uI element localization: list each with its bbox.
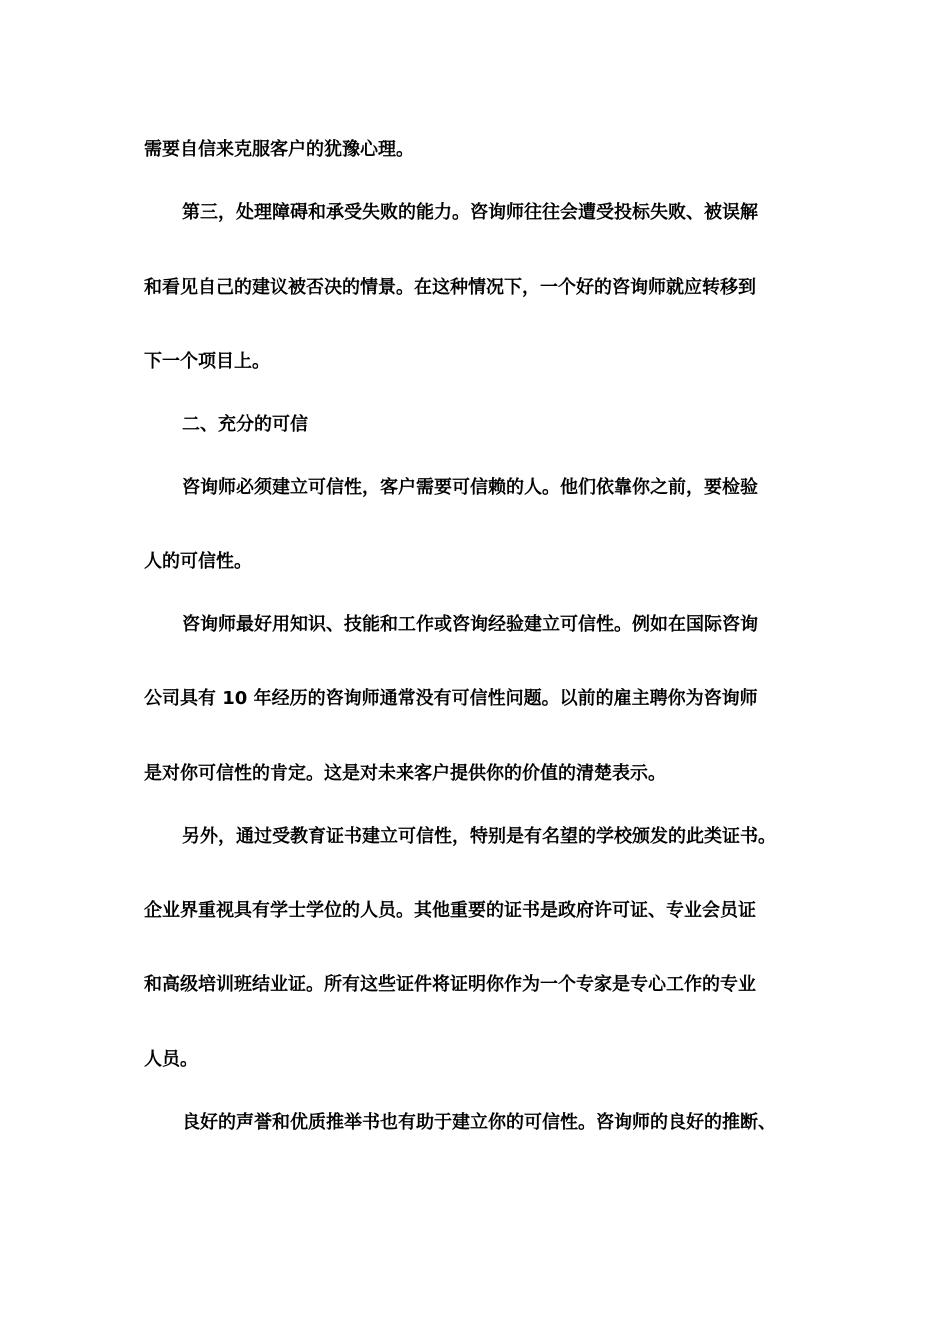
text-line: 良好的声誉和优质推举书也有助于建立你的可信性。咨询师的良好的推断、	[182, 1112, 776, 1133]
text-line: 企业界重视具有学士学位的人员。其他重要的证书是政府许可证、专业会员证	[144, 900, 756, 921]
text-line: 下一个项目上。	[144, 351, 270, 372]
text-line: 咨询师必须建立可信性，客户需要可信赖的人。他们依靠你之前，要检验	[182, 477, 758, 498]
text-line: 是对你可信性的肯定。这是对未来客户提供你的价值的清楚表示。	[144, 763, 666, 784]
text-line: 需要自信来克服客户的犹豫心理。	[144, 139, 414, 160]
text-line: 咨询师最好用知识、技能和工作或咨询经验建立可信性。例如在国际咨询	[182, 614, 758, 635]
text-line: 公司具有 10 年经历的咨询师通常没有可信性问题。以前的雇主聘你为咨询师	[144, 688, 758, 709]
text-line: 和看见自己的建议被否决的情景。在这种情况下，一个好的咨询师就应转移到	[144, 277, 756, 298]
text-line: 另外，通过受教育证书建立可信性，特别是有名望的学校颁发的此类证书。	[182, 826, 776, 847]
text-line: 第三，处理障碍和承受失败的能力。咨询师往往会遭受投标失败、被误解	[182, 202, 758, 223]
text-line: 人的可信性。	[144, 551, 252, 572]
text-line: 和高级培训班结业证。所有这些证件将证明你作为一个专家是专心工作的专业	[144, 974, 756, 995]
section-heading: 二、充分的可信	[182, 414, 308, 435]
text-line: 人员。	[144, 1049, 198, 1070]
